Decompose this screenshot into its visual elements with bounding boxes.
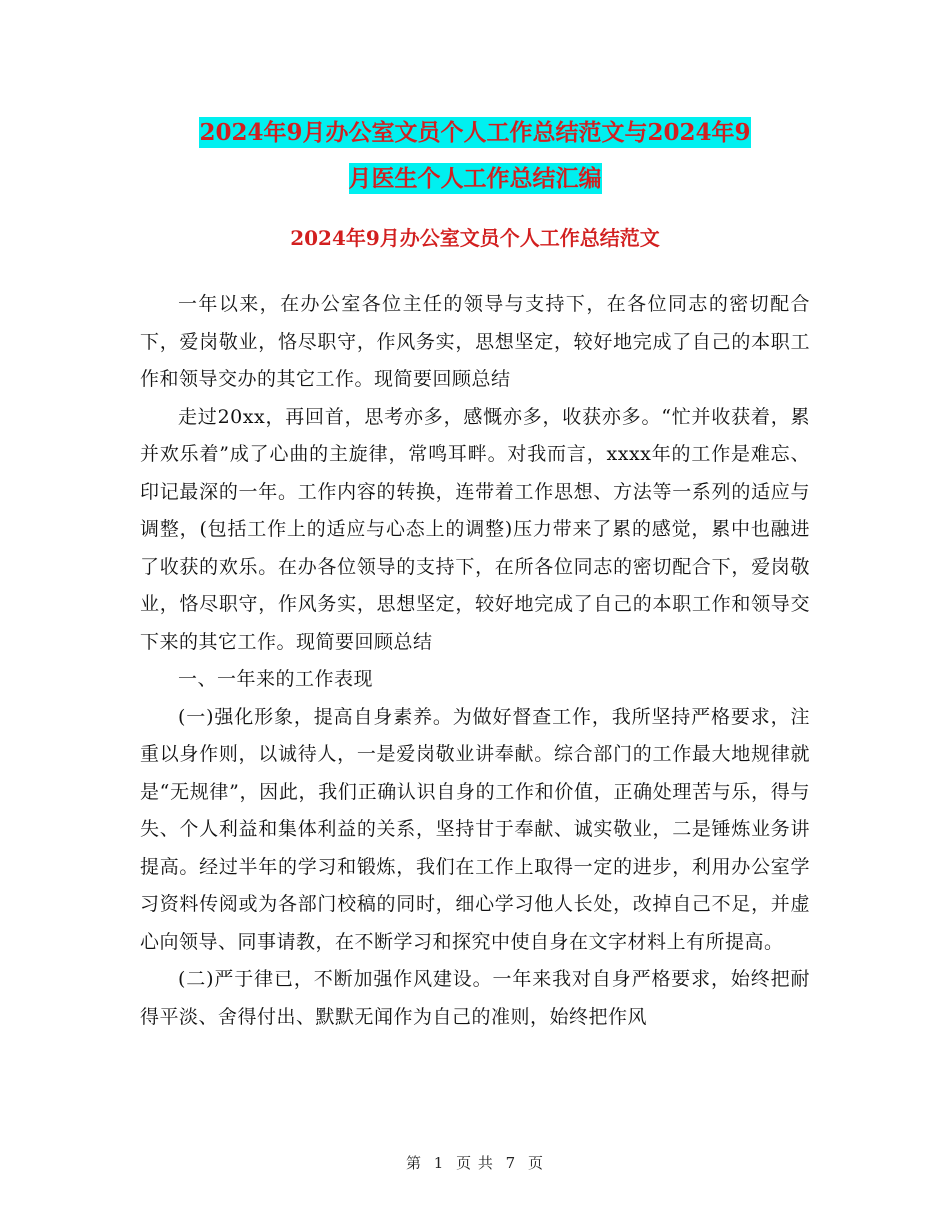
section-title: 2024年9月办公室文员个人工作总结范文 xyxy=(290,226,660,250)
document-title xyxy=(140,110,810,202)
footer-page-number: 1 xyxy=(433,1154,445,1172)
footer-middle: 页 共 xyxy=(456,1154,494,1172)
footer-total-pages: 7 xyxy=(505,1154,517,1172)
paragraph: 一年以来，在办公室各位主任的领导与支持下，在各位同志的密切配合下，爱岗敬业，恪尽职守，作风务实，思想坚定，较好地完成了自己的本职工作和领导交办的其它工作。现简要回顾总结 xyxy=(140,293,810,390)
paragraph: 一、一年来的工作表现 xyxy=(178,668,374,690)
paragraph: (二)严于律已，不断加强作风建设。一年来我对自身严格要求，始终把耐得平淡、舍得付出、默默无闻作为自己的准则，始终把作风 xyxy=(140,968,810,1028)
paragraph: 走过20xx，再回首，思考亦多，感慨亦多，收获亦多。“忙并收获着，累并欢乐着”成了心曲的主旋律，常鸣耳畔。对我而言，xxxx年的工作是难忘、印记最深的一年。工作内容的转换，连带着工作思想、方法等一系列的适应与调整，(包括工作上的适应与心态上的调整)压力带来了累的感觉，累中也融进了收获的欢乐。在办各位领导的支持下，在所各位同志的密切配合下，爱岗敬业，恪尽职守，作风务实，思想坚定，较好地完成了自己的本职工作和领导交下来的其它工作。现简要回顾总结 xyxy=(140,405,810,653)
page-footer xyxy=(0,1152,950,1173)
paragraph: (一)强化形象，提高自身素养。为做好督查工作，我所坚持严格要求，注重以身作则，以诚待人，一是爱岗敬业讲奉献。综合部门的工作最大地规律就是“无规律”，因此，我们正确认识自身的工作和价值，正确处理苦与乐，得与失、个人利益和集体利益的关系，坚持甘于奉献、诚实敬业，二是锤炼业务讲提高。经过半年的学习和锻炼，我们在工作上取得一定的进步，利用办公室学习资料传阅或为各部门校稿的同时，细心学习他人长处，改掉自己不足，并虚心向领导、同事请教，在不断学习和探究中使自身在文字材料上有所提高。 xyxy=(140,705,810,953)
title-line-1: 2024年9月办公室文员个人工作总结范文与2024年9 xyxy=(199,119,751,146)
footer-prefix: 第 xyxy=(405,1154,422,1172)
footer-suffix: 页 xyxy=(528,1154,545,1172)
document-body xyxy=(140,286,810,1036)
title-line-2: 月医生个人工作总结汇编 xyxy=(348,165,602,192)
